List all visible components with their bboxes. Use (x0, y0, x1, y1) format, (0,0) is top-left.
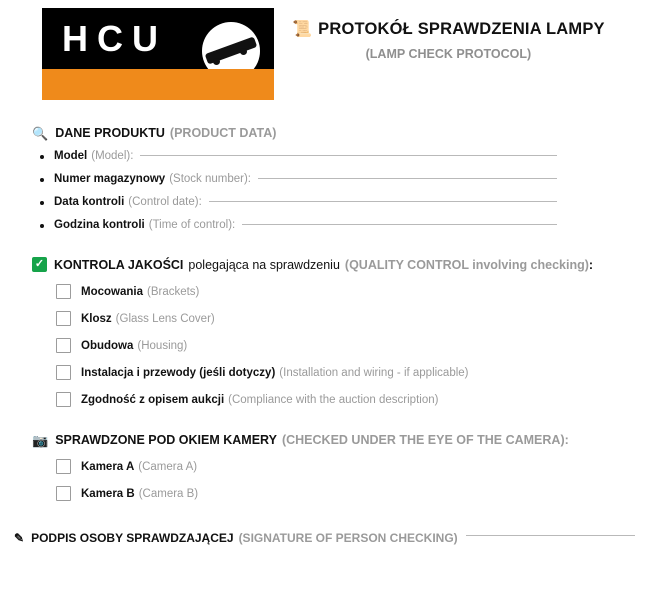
camera-icon: 📷 (32, 432, 49, 448)
checkbox-label-en: (Installation and wiring - if applicable) (279, 366, 469, 379)
product-data-fields (32, 150, 649, 231)
green-check-icon: ✓ (32, 257, 47, 272)
document-header (0, 0, 649, 100)
title-block (292, 8, 605, 61)
section-quality-control (32, 257, 649, 407)
product-data-title: DANE PRODUKTU (55, 126, 165, 140)
quality-control-list (32, 284, 649, 407)
checkbox-kamera-b[interactable] (56, 486, 71, 501)
checkbox-mocowania[interactable] (56, 284, 71, 299)
field-label: Godzina kontroli (54, 219, 145, 231)
checkbox-label: Kamera A (81, 460, 135, 473)
field-input-line[interactable] (242, 224, 557, 225)
field-label-en: (Control date): (128, 196, 202, 208)
field-label-en: (Stock number): (169, 173, 252, 185)
section-camera-check (32, 433, 649, 501)
scroll-icon: 📜 (292, 20, 313, 38)
product-data-title-en: (PRODUCT DATA) (169, 126, 277, 140)
signature-label: PODPIS OSOBY SPRAWDZAJĄCEJ (31, 531, 234, 545)
field-input-line[interactable] (209, 201, 557, 202)
camera-check-list (32, 459, 649, 501)
checkbox-label-en: (Glass Lens Cover) (115, 312, 215, 325)
hcu-logo (42, 8, 274, 100)
logo-orange-band (42, 69, 274, 100)
checkbox-kamera-a[interactable] (56, 459, 71, 474)
camera-check-title-en: (CHECKED UNDER THE EYE OF THE CAMERA): (281, 433, 569, 447)
checkbox-label-en: (Brackets) (146, 285, 200, 298)
magnifier-icon: 🔍 (32, 125, 49, 141)
list-item[interactable] (32, 338, 649, 353)
checkbox-label: Kamera B (81, 487, 135, 500)
checkbox-label-en: (Housing) (137, 339, 188, 352)
product-data-heading (32, 126, 649, 140)
skateboard-wheel-front-shape (213, 58, 220, 65)
signature-pen-icon: ✎ (14, 531, 25, 545)
checkbox-instalacja-przewody[interactable] (56, 365, 71, 380)
field-label: Data kontroli (54, 196, 125, 208)
quality-control-title-colon: : (588, 257, 594, 272)
skateboard-wheel-rear-shape (240, 48, 247, 55)
checkbox-label-en: (Camera A) (138, 460, 198, 473)
checkbox-label: Mocowania (81, 285, 143, 298)
signature-row (14, 531, 649, 545)
field-label-en: (Model): (91, 150, 134, 162)
checkbox-label: Zgodność z opisem aukcji (81, 393, 225, 406)
signature-label-en: (SIGNATURE OF PERSON CHECKING) (238, 531, 458, 545)
field-control-date (32, 196, 649, 208)
field-input-line[interactable] (140, 155, 557, 156)
field-label: Numer magazynowy (54, 173, 166, 185)
quality-control-title: KONTROLA JAKOŚCI (54, 257, 184, 272)
list-item[interactable] (32, 311, 649, 326)
checkbox-label-en: (Compliance with the auction description) (228, 393, 439, 406)
list-item[interactable] (32, 392, 649, 407)
page-subtitle: (LAMP CHECK PROTOCOL) (365, 47, 532, 61)
checkbox-klosz[interactable] (56, 311, 71, 326)
field-control-time (32, 219, 649, 231)
section-product-data (32, 126, 649, 231)
checkbox-zgodnosc-z-opisem[interactable] (56, 392, 71, 407)
quality-control-title-en: (QUALITY CONTROL involving checking) (344, 257, 589, 272)
list-item[interactable] (32, 284, 649, 299)
logo-wordmark: HCU (62, 18, 167, 59)
list-item[interactable] (32, 459, 649, 474)
field-label: Model (54, 150, 88, 162)
quality-control-heading (32, 257, 649, 272)
camera-check-title: SPRAWDZONE POD OKIEM KAMERY (55, 433, 277, 447)
list-item[interactable] (32, 486, 649, 501)
list-item[interactable] (32, 365, 649, 380)
checkbox-label: Instalacja i przewody (jeśli dotyczy) (81, 366, 276, 379)
signature-input-line[interactable] (466, 535, 635, 536)
page-title: PROTOKÓŁ SPRAWDZENIA LAMPY (318, 20, 605, 38)
field-model (32, 150, 649, 162)
field-stock-number (32, 173, 649, 185)
checkbox-label: Obudowa (81, 339, 134, 352)
checkbox-label: Klosz (81, 312, 112, 325)
field-input-line[interactable] (258, 178, 557, 179)
document-body (0, 126, 649, 545)
camera-check-heading (32, 433, 649, 447)
quality-control-title-rest: polegająca na sprawdzeniu (188, 257, 340, 272)
page-title-row (292, 20, 605, 39)
checkbox-label-en: (Camera B) (138, 487, 199, 500)
field-label-en: (Time of control): (148, 219, 236, 231)
checkbox-obudowa[interactable] (56, 338, 71, 353)
